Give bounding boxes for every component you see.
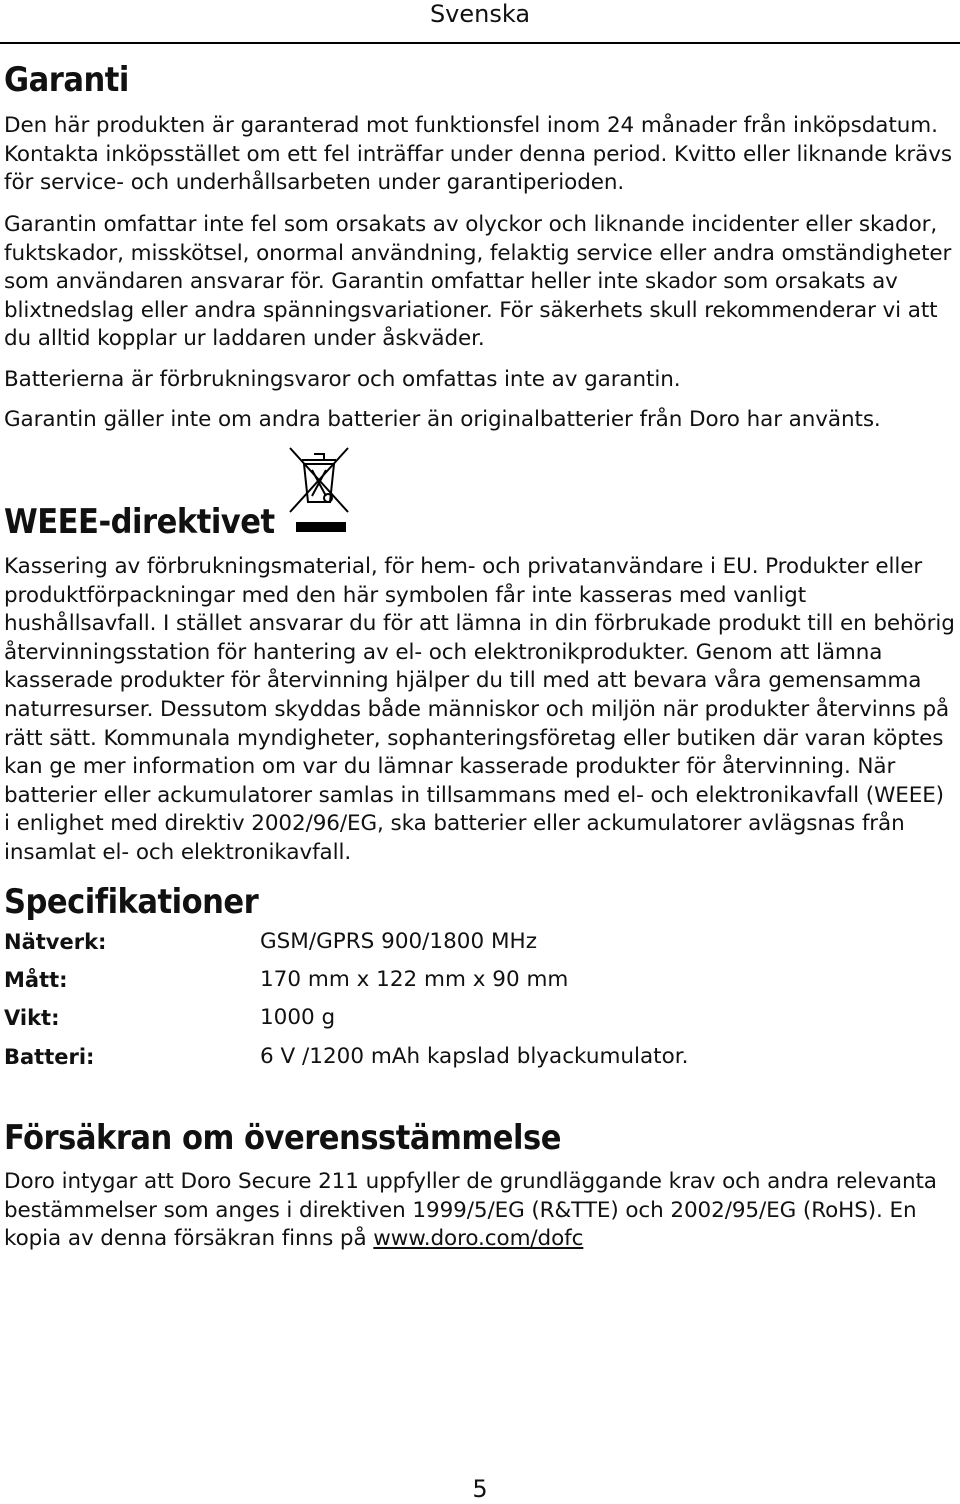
header-rule [0,42,960,44]
warranty-paragraph-2: Garantin omfattar inte fel som orsakats av olyckor och liknande incidenter eller skador, fuktskador, misskötsel, onormal användning, felaktig service eller andra omständigheter som användaren ansvarar för. Garantin omfattar heller inte skador som orsakats av blixtnedslag eller andra spänningsvariationer. För säkerhets skull rekommenderar vi att du alltid kopplar ur laddaren under åskväder. [4,212,952,352]
spec-value-dimensions: 170 mm x 122 mm x 90 mm [260,967,569,992]
weee-title: WEEE-direktivet [4,502,275,542]
specifications-title: Specifikationer [4,882,259,922]
conformity-text: Doro intygar att Doro Secure 211 uppfyller de grundläggande krav och andra relevanta bestämmelser som anges i direktiven 1999/5/EG (R&TTE) och 2002/95/EG (RoHS). En kopia av denna försäkran finns på [4,1169,937,1252]
conformity-paragraph [4,1168,956,1254]
language-label: Svenska [429,0,531,28]
crossed-out-wheelie-bin-icon [288,446,350,538]
conformity-link[interactable]: www.doro.com/dofc [373,1226,584,1252]
warranty-title: Garanti [4,60,129,100]
page-number: 5 [472,1475,488,1503]
warranty-paragraph-4: Garantin gäller inte om andra batterier än originalbatterier från Doro har använts. [4,407,881,432]
warranty-paragraph-3: Batterierna är förbrukningsvaror och omfattas inte av garantin. [4,367,681,392]
conformity-title: Försäkran om överensstämmelse [4,1118,561,1158]
spec-label-battery: Batteri: [4,1045,95,1069]
spec-value-network: GSM/GPRS 900/1800 MHz [260,929,537,954]
weee-paragraph: Kassering av förbrukningsmaterial, för hem- och privatanvändare i EU. Produkter eller produktförpackningar med den här symbolen får inte kasseras med vanligt hushållsavfall. I stället ansvarar du för att lämna in din förbrukade produkt till en behörig återvinningsstation för hantering av el- och elektronikprodukter. Genom att lämna kasserade produkter för återvinning hjälper du till med att bevara våra gemensamma naturresurser. Dessutom skyddas både människor och miljön när produkter återvinns på rätt sätt. Kommunala myndigheter, sophanteringsföretag eller butiken där varan köptes kan ge mer information om var du lämnar kasserade produkter för återvinning. När batterier eller ackumulatorer samlas in tillsammans med el- och elektronikavfall (WEEE) i enlighet med direktiv 2002/96/EG, ska batterier eller ackumulatorer avlägsnas från insamlat el- och elektronikavfall. [4,554,955,865]
spec-label-network: Nätverk: [4,930,107,954]
spec-value-battery: 6 V /1200 mAh kapslad blyackumulator. [260,1044,689,1069]
spec-value-weight: 1000 g [260,1005,336,1030]
warranty-paragraph-1: Den här produkten är garanterad mot funktionsfel inom 24 månader från inköpsdatum. Kontakta inköpsstället om ett fel inträffar under denna period. Kvitto eller liknande krävs för service- och underhållsarbeten under garantiperioden. [4,113,952,196]
spec-label-weight: Vikt: [4,1006,60,1030]
spec-label-dimensions: Mått: [4,968,68,992]
